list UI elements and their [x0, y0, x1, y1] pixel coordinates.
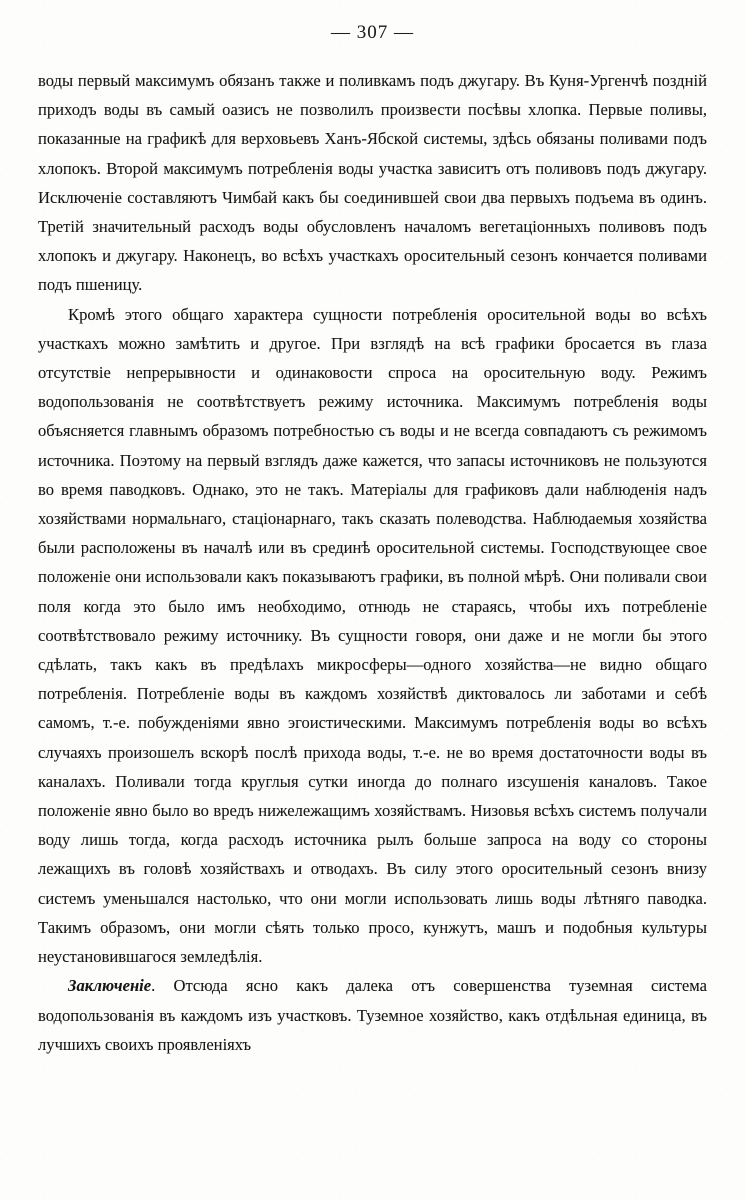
conclusion-text: . Отсюда ясно какъ далека отъ совершенства туземная система водопользованія въ каждомъ изъ участковъ. Туземное хозяйство, какъ отдѣльная единица, въ лучшихъ своихъ проявленіяхъ	[38, 976, 707, 1054]
page-number: — 307 —	[331, 22, 414, 43]
page-body-text	[38, 66, 707, 1059]
paragraph-conclusion	[38, 971, 707, 1059]
conclusion-heading: Заключеніе	[68, 976, 152, 996]
paragraph-2: Кромѣ этого общаго характера сущности потребленія оросительной воды во всѣхъ участкахъ можно замѣтить и другое. При взглядѣ на всѣ графики бросается въ глаза отсутствіе непрерывности и одинаковости спроса на оросительную воду. Режимъ водопользованія не соотвѣтствуетъ режиму источника. Максимумъ потребленія воды объясняется главнымъ образомъ потребностью съ воды и не всегда совпадаютъ съ режимомъ источника. Поэтому на первый взглядъ даже кажется, что запасы источниковъ не пользуются во время паводковъ. Однако, это не такъ. Матеріалы для графиковъ дали наблюденія надъ хозяйствами нормальнаго, стаціонарнаго, такъ сказать полеводства. Наблюдаемыя хозяйства были расположены въ началѣ или въ срединѣ оросительной системы. Господствующее свое положеніе они использовали какъ показываютъ графики, въ полной мѣрѣ. Они поливали свои поля когда это было имъ необходимо, отнюдь не стараясь, чтобы ихъ потребленіе соотвѣтствовало режиму источнику. Въ сущности говоря, они даже и не могли бы этого сдѣлать, такъ какъ въ предѣлахъ микросферы—одного хозяйства—не видно общаго потребленія. Потребленіе воды въ каждомъ хозяйствѣ диктовалось ли заботами и себѣ самомъ, т.-е. побужденіями явно эгоистическими. Максимумъ потребленія воды во всѣхъ случаяхъ произошелъ вскорѣ послѣ прихода воды, т.-е. не во время достаточности воды въ каналахъ. Поливали тогда круглыя сутки иногда до полнаго изсушенія каналовъ. Такое положеніе явно было во вредъ нижележащимъ хозяйствамъ. Низовья всѣхъ системъ получали воду лишь тогда, когда расходъ источника рылъ больше запроса на воду со стороны лежащихъ въ головѣ хозяйствахъ и отводахъ. Въ силу этого оросительный сезонъ внизу системъ уменьшался настолько, что они могли использовать лишь воды лѣтняго паводка. Такимъ образомъ, они могли сѣять только просо, кунжутъ, машъ и подобныя культуры неустановившагося земледѣлія.	[38, 304, 707, 967]
paragraph-1: воды первый максимумъ обязанъ также и поливкамъ подъ джугару. Въ Куня-Ургенчѣ поздній приходъ воды въ самый оазисъ не позволилъ произвести посѣвы хлопка. Первые поливы, показанные на графикѣ для верховьевъ Ханъ-Ябской системы, здѣсь обязаны поливами подъ хлопокъ. Второй максимумъ потребленія воды участка зависитъ отъ поливовъ подъ джугару. Исключеніе составляютъ Чимбай какъ бы соединившей свои два первыхъ подъема въ одинъ. Третій значительный расходъ воды обусловленъ началомъ вегетаціонныхъ поливовъ подъ хлопокъ и джугару. Наконецъ, во всѣхъ участкахъ оросительный сезонъ кончается поливами подъ пшеницу.	[38, 71, 707, 295]
